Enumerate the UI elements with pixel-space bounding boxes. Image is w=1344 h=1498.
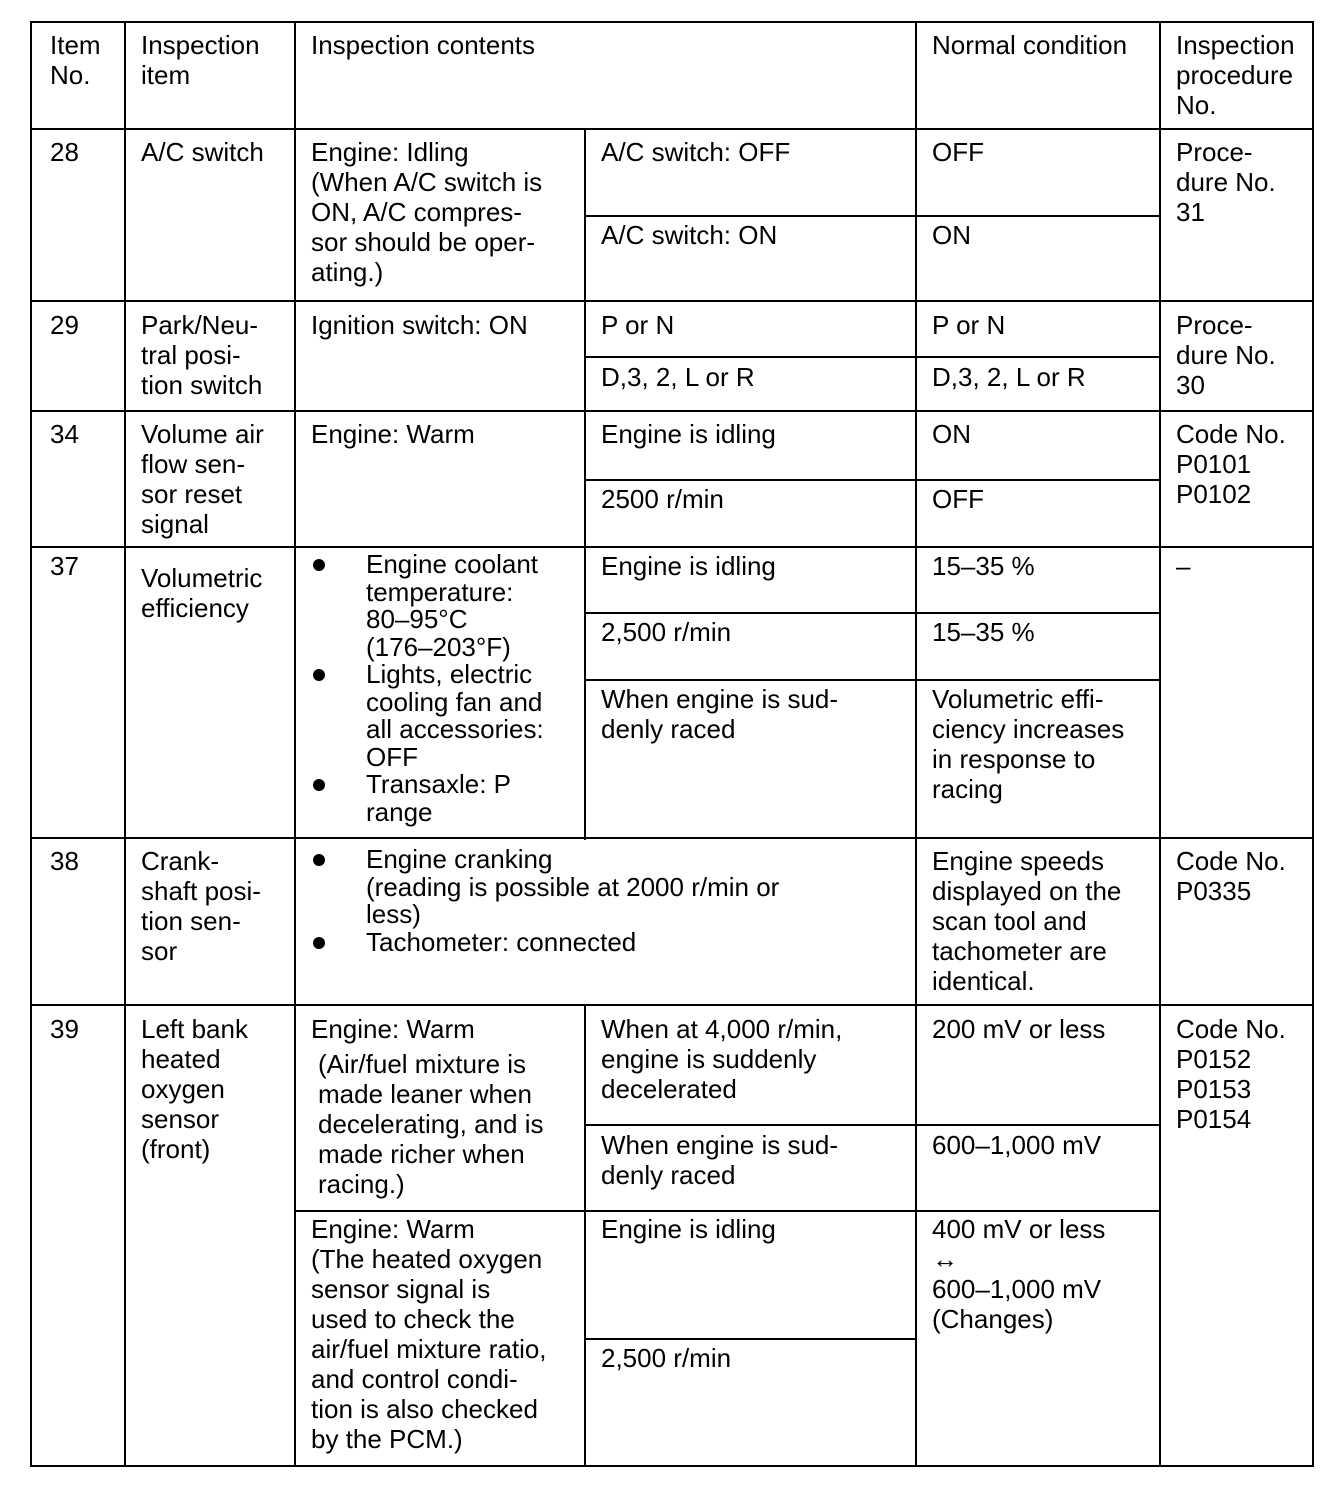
header-inspection-contents: Inspection contents: [311, 30, 536, 60]
normal-condition: Volumetric effi- ciency increases in response to racing: [932, 684, 1125, 804]
sub-row-divider: [584, 679, 1161, 681]
table-border-top: [30, 21, 1314, 23]
normal-condition: 600–1,000 mV: [932, 1130, 1102, 1160]
condition-state: A/C switch: OFF: [601, 137, 791, 167]
sub-row-divider: [584, 1124, 1161, 1126]
inspection-contents: Engine: Warm (The heated oxygen sensor signal is used to check the air/fuel mixture ratio, and control condi- tion is also checked by the PCM.): [311, 1214, 547, 1454]
sub-row-divider: [584, 479, 1161, 481]
bullet-icon: [313, 779, 325, 791]
inspection-item: Left bank heated oxygen sensor (front): [141, 1014, 248, 1164]
column-divider: [915, 21, 917, 1467]
row-divider: [30, 837, 1314, 839]
item-no: 39: [50, 1014, 79, 1044]
sub-row-divider: [584, 215, 1161, 217]
inspection-condition-bullet: Tachometer: connected: [366, 927, 637, 957]
bullet-icon: [313, 854, 325, 866]
row-divider: [30, 1004, 1314, 1006]
inspection-condition-bullet: Lights, electric cooling fan and all accessories: OFF: [366, 659, 544, 772]
inspection-condition-bullet: Transaxle: P range: [366, 769, 511, 827]
inspection-procedure: Proce- dure No. 31: [1176, 137, 1276, 227]
condition-state: 2,500 r/min: [601, 1343, 732, 1373]
inspection-procedure: Code No. P0152 P0153 P0154: [1176, 1014, 1286, 1134]
inspection-procedure: Code No. P0335: [1176, 846, 1286, 906]
item-no: 38: [50, 846, 79, 876]
normal-condition: ON: [932, 220, 971, 250]
bullet-icon: [313, 669, 325, 681]
condition-state: Engine is idling: [601, 1214, 776, 1244]
inspection-contents: Ignition switch: ON: [311, 310, 528, 340]
table-border-right: [1312, 21, 1314, 1467]
inspection-note: (Air/fuel mixture is made leaner when decelerating, and is made richer when racing.): [318, 1049, 544, 1199]
inspection-contents: Engine: Idling (When A/C switch is ON, A/C compres- sor should be oper- ating.): [311, 137, 543, 287]
condition-state: Engine is idling: [601, 551, 776, 581]
normal-condition: 15–35 %: [932, 551, 1035, 581]
normal-condition: 200 mV or less: [932, 1014, 1106, 1044]
column-divider: [294, 21, 296, 1467]
inspection-item: A/C switch: [141, 137, 264, 167]
inspection-item: Volume air flow sen- sor reset signal: [141, 419, 264, 539]
inspection-item: Park/Neu- tral posi- tion switch: [141, 310, 263, 400]
inspection-item: Volumetric efficiency: [141, 563, 263, 623]
condition-state: When engine is sud- denly raced: [601, 1130, 839, 1190]
sub-row-divider: [294, 1210, 1161, 1212]
item-no: 37: [50, 551, 79, 581]
normal-condition: D,3, 2, L or R: [932, 362, 1086, 392]
normal-condition: ON: [932, 419, 971, 449]
condition-state: 2500 r/min: [601, 484, 724, 514]
header-inspection-procedure: Inspection procedure No.: [1176, 30, 1295, 120]
inspection-procedure: Proce- dure No. 30: [1176, 310, 1276, 400]
condition-state: A/C switch: ON: [601, 220, 778, 250]
normal-condition: Engine speeds displayed on the scan tool and tachometer are identical.: [932, 846, 1122, 996]
sub-row-divider: [584, 1338, 917, 1340]
normal-condition: OFF: [932, 484, 984, 514]
bullet-icon: [313, 937, 325, 949]
condition-state: P or N: [601, 310, 675, 340]
item-no: 29: [50, 310, 79, 340]
inspection-contents: Engine: Warm: [311, 1014, 475, 1044]
column-divider: [584, 128, 586, 840]
sub-row-divider: [584, 356, 1161, 358]
header-item-no: Item No.: [50, 30, 101, 90]
row-divider: [30, 546, 1314, 548]
item-no: 28: [50, 137, 79, 167]
bullet-icon: [313, 559, 325, 571]
normal-condition: OFF: [932, 137, 984, 167]
inspection-procedure: Code No. P0101 P0102: [1176, 419, 1286, 509]
normal-condition: 400 mV or less ↔ 600–1,000 mV (Changes): [932, 1214, 1106, 1334]
item-no: 34: [50, 419, 79, 449]
header-inspection-item: Inspection item: [141, 30, 260, 90]
header-normal-condition: Normal condition: [932, 30, 1128, 60]
normal-condition: P or N: [932, 310, 1006, 340]
condition-state: When engine is sud- denly raced: [601, 684, 839, 744]
column-divider: [1159, 21, 1161, 1467]
inspection-condition-bullet: Engine cranking (reading is possible at 2000 r/min or less): [366, 844, 780, 929]
condition-state: Engine is idling: [601, 419, 776, 449]
column-divider: [124, 21, 126, 1467]
sub-row-divider: [584, 612, 1161, 614]
condition-state: When at 4,000 r/min, engine is suddenly decelerated: [601, 1014, 843, 1104]
row-divider: [30, 128, 1314, 130]
inspection-item: Crank- shaft posi- tion sen- sor: [141, 846, 261, 966]
row-divider: [30, 410, 1314, 412]
row-divider: [30, 300, 1314, 302]
inspection-procedure: –: [1176, 551, 1191, 581]
table-border-bottom: [30, 1465, 1314, 1467]
condition-state: 2,500 r/min: [601, 617, 732, 647]
inspection-condition-bullet: Engine coolant temperature: 80–95°C (176–203°F): [366, 549, 539, 662]
column-divider: [584, 1004, 586, 1466]
inspection-contents: Engine: Warm: [311, 419, 475, 449]
normal-condition: 15–35 %: [932, 617, 1035, 647]
condition-state: D,3, 2, L or R: [601, 362, 755, 392]
table-border-left: [30, 21, 32, 1467]
